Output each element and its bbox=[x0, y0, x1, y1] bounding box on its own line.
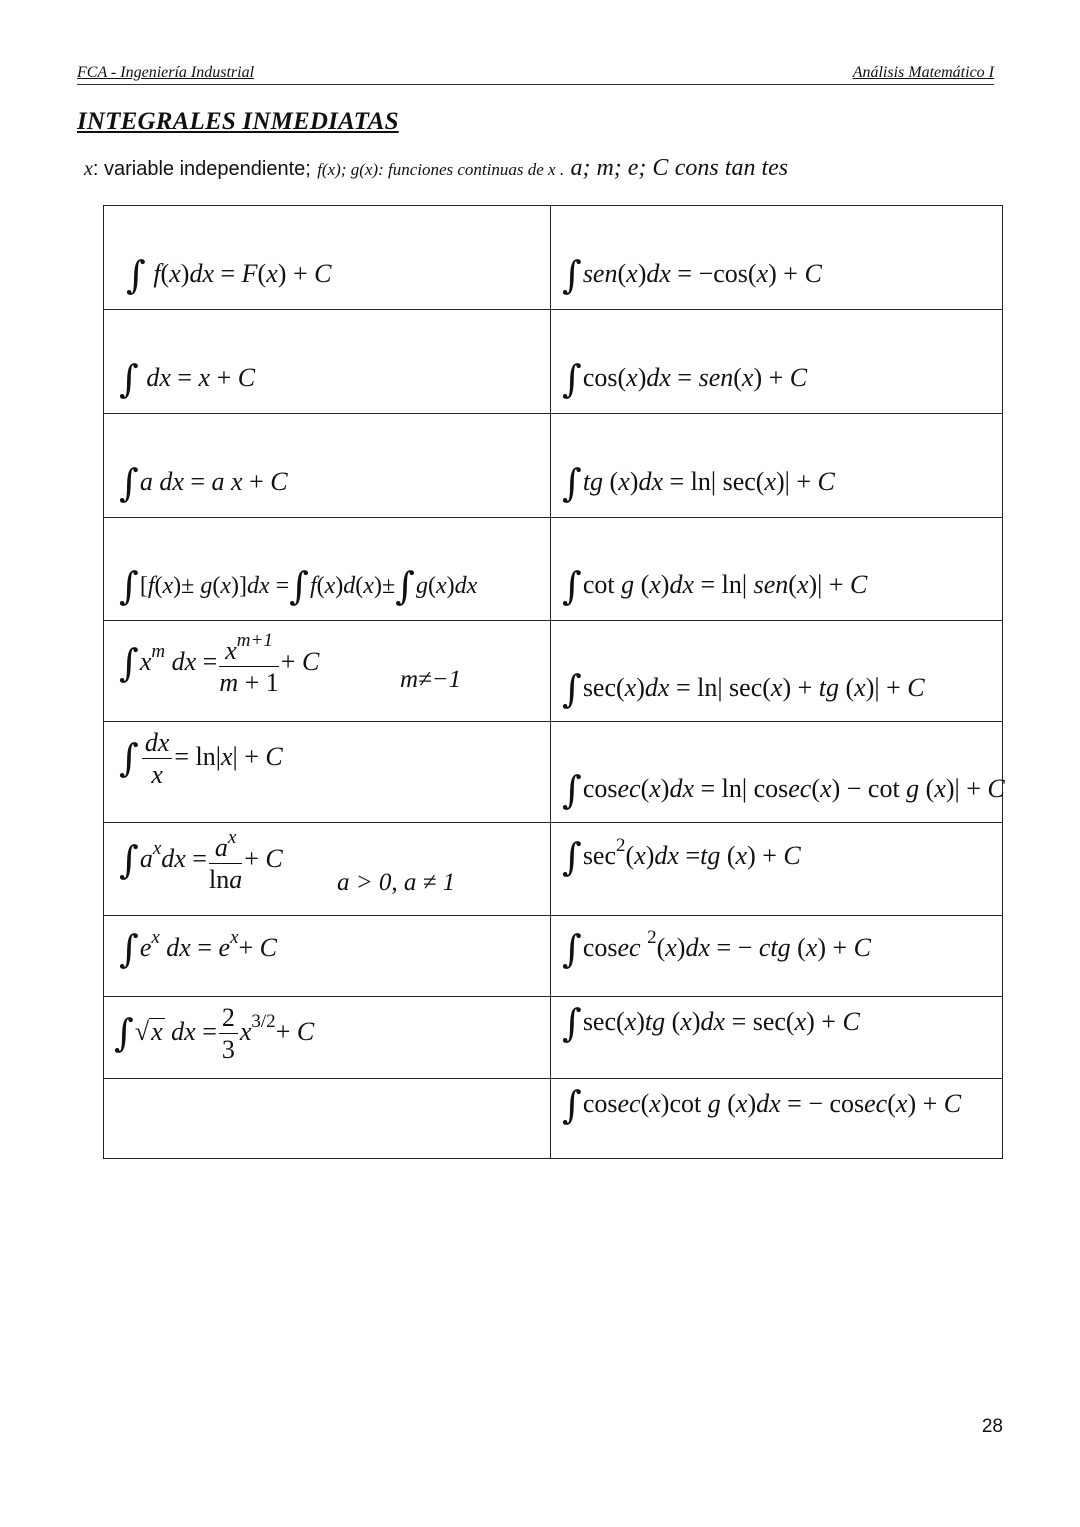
variables-legend bbox=[84, 155, 788, 182]
row-divider bbox=[104, 822, 1002, 823]
formula-power: $\int x^m$ dx = $\frac{x^{m+1}}{m + 1}$ + C bbox=[119, 630, 320, 698]
legend-desc: : variable independiente; bbox=[92, 158, 311, 180]
formula-sum: ∫[f(x)± g(x)]dx =∫f(x)d(x)±∫g(x)dx bbox=[119, 564, 478, 608]
row-divider bbox=[104, 309, 1002, 310]
formula-general: ∫ f(x)dx = F(x) + C bbox=[126, 253, 332, 297]
row-divider bbox=[104, 721, 1002, 722]
condition-exponential: a > 0, a ≠ 1 bbox=[337, 869, 456, 896]
formula-cosec: ∫cosec(x)dx = ln| cosec(x) − cot g (x)| + C bbox=[562, 768, 1005, 812]
formula-sec: ∫sec(x)dx = ln| sec(x) + tg (x)| + C bbox=[562, 667, 925, 711]
legend-consts: a; m; e; C bbox=[570, 155, 669, 181]
formula-dx: ∫ dx = x + C bbox=[119, 357, 256, 401]
legend-x: x bbox=[84, 158, 93, 180]
header-subject: Análisis Matemático I bbox=[852, 64, 994, 81]
formula-reciprocal: ∫ $\frac{dx}{x}$ = ln|x| + C bbox=[119, 728, 283, 790]
table-column-divider bbox=[550, 206, 551, 1158]
formula-sin: ∫sen(x)dx = −cos(x) + C bbox=[562, 253, 822, 297]
formula-constant: ∫a dx = a x + C bbox=[119, 461, 288, 505]
formula-cos: ∫cos(x)dx = sen(x) + C bbox=[562, 357, 808, 401]
formula-e-power: $\int e^x$ dx = $e^x+ C$ bbox=[119, 927, 278, 971]
row-divider bbox=[104, 413, 1002, 414]
formula-sec-squared: $\int\sec^2(x)dx =tg$ (x) + C bbox=[562, 835, 801, 879]
page-title: INTEGRALES INMEDIATAS bbox=[77, 108, 399, 135]
legend-constants-word: cons tan tes bbox=[674, 155, 789, 181]
legend-funcs: f(x); g(x): funciones continuas de x . bbox=[317, 160, 565, 179]
condition-power: m≠−1 bbox=[400, 666, 462, 693]
row-divider bbox=[104, 1078, 1002, 1079]
formula-sec-tan: ∫sec(x)tg (x)dx = sec(x) + C bbox=[562, 1001, 860, 1045]
page-header bbox=[77, 62, 994, 85]
header-course: FCA - Ingeniería Industrial bbox=[77, 64, 255, 81]
row-divider bbox=[104, 915, 1002, 916]
formula-cosec-cot: ∫cosec(x)cot g (x)dx = − cosec(x) + C bbox=[562, 1083, 962, 1127]
row-divider bbox=[104, 996, 1002, 997]
row-divider bbox=[104, 620, 1002, 621]
integrals-table bbox=[103, 205, 1003, 1159]
row-divider bbox=[104, 517, 1002, 518]
page-number: 28 bbox=[981, 1416, 1003, 1437]
formula-exponential: $\int a^xdx$ = $\frac{a^x}{\ln a}$ + C bbox=[119, 827, 283, 895]
formula-cot: ∫cot g (x)dx = ln| sen(x)| + C bbox=[562, 564, 868, 608]
formula-sqrt: ∫√x dx = $\frac{2}{3}$ $x^{3/2}+ C$ bbox=[114, 1003, 315, 1065]
formula-tan: ∫tg (x)dx = ln| sec(x)| + C bbox=[562, 461, 835, 505]
formula-cosec-squared: ∫cosec $^2$(x)dx = − ctg (x) + C bbox=[562, 927, 871, 971]
